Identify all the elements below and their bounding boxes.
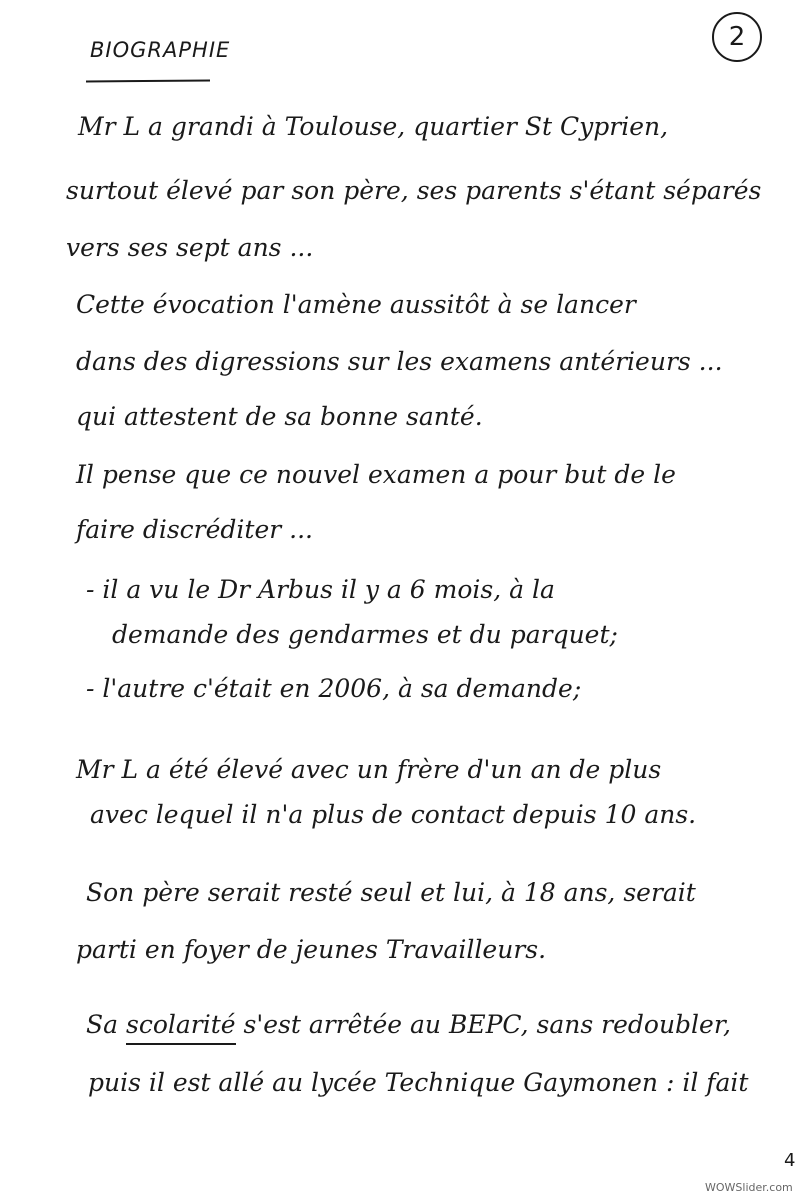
text-line: demande des gendarmes et du parquet; xyxy=(112,620,618,649)
watermark: WOWSlider.com xyxy=(705,1181,793,1194)
text-line: Sa scolarité s'est arrêtée au BEPC, sans redoubler, xyxy=(86,1010,731,1039)
text-line: Mr L a été élevé avec un frère d'un an de plus xyxy=(76,755,662,784)
title-underline xyxy=(86,79,210,82)
page-title: BIOGRAPHIE xyxy=(90,38,231,62)
text-line: Il pense que ce nouvel examen a pour but de le xyxy=(76,460,676,489)
text-line: qui attestent de sa bonne santé. xyxy=(76,402,483,431)
underlined-word: scolarité xyxy=(125,1010,236,1039)
text-line: Son père serait resté seul et lui, à 18 ans, serait xyxy=(86,878,696,907)
text-line: puis il est allé au lycée Technique Gaymonen : il fait xyxy=(88,1068,749,1097)
corner-page-number: 4 xyxy=(784,1150,796,1171)
text-line: dans des digressions sur les examens antérieurs ... xyxy=(76,347,723,376)
text-line: surtout élevé par son père, ses parents s'étant séparés xyxy=(66,176,762,205)
text-line: parti en foyer de jeunes Travailleurs. xyxy=(76,935,547,964)
circled-page-number xyxy=(712,12,762,62)
page-number-text: 2 xyxy=(728,22,746,52)
text-line: vers ses sept ans ... xyxy=(66,233,314,262)
text-line: Cette évocation l'amène aussitôt à se lancer xyxy=(76,290,636,319)
text-line: - l'autre c'était en 2006, à sa demande; xyxy=(86,674,582,703)
text-line: - il a vu le Dr Arbus il y a 6 mois, à la xyxy=(86,575,555,604)
text-line: Mr L a grandi à Toulouse, quartier St Cyprien, xyxy=(78,112,669,141)
text-line: faire discréditer ... xyxy=(76,515,313,544)
text-line: avec lequel il n'a plus de contact depuis 10 ans. xyxy=(90,800,697,829)
